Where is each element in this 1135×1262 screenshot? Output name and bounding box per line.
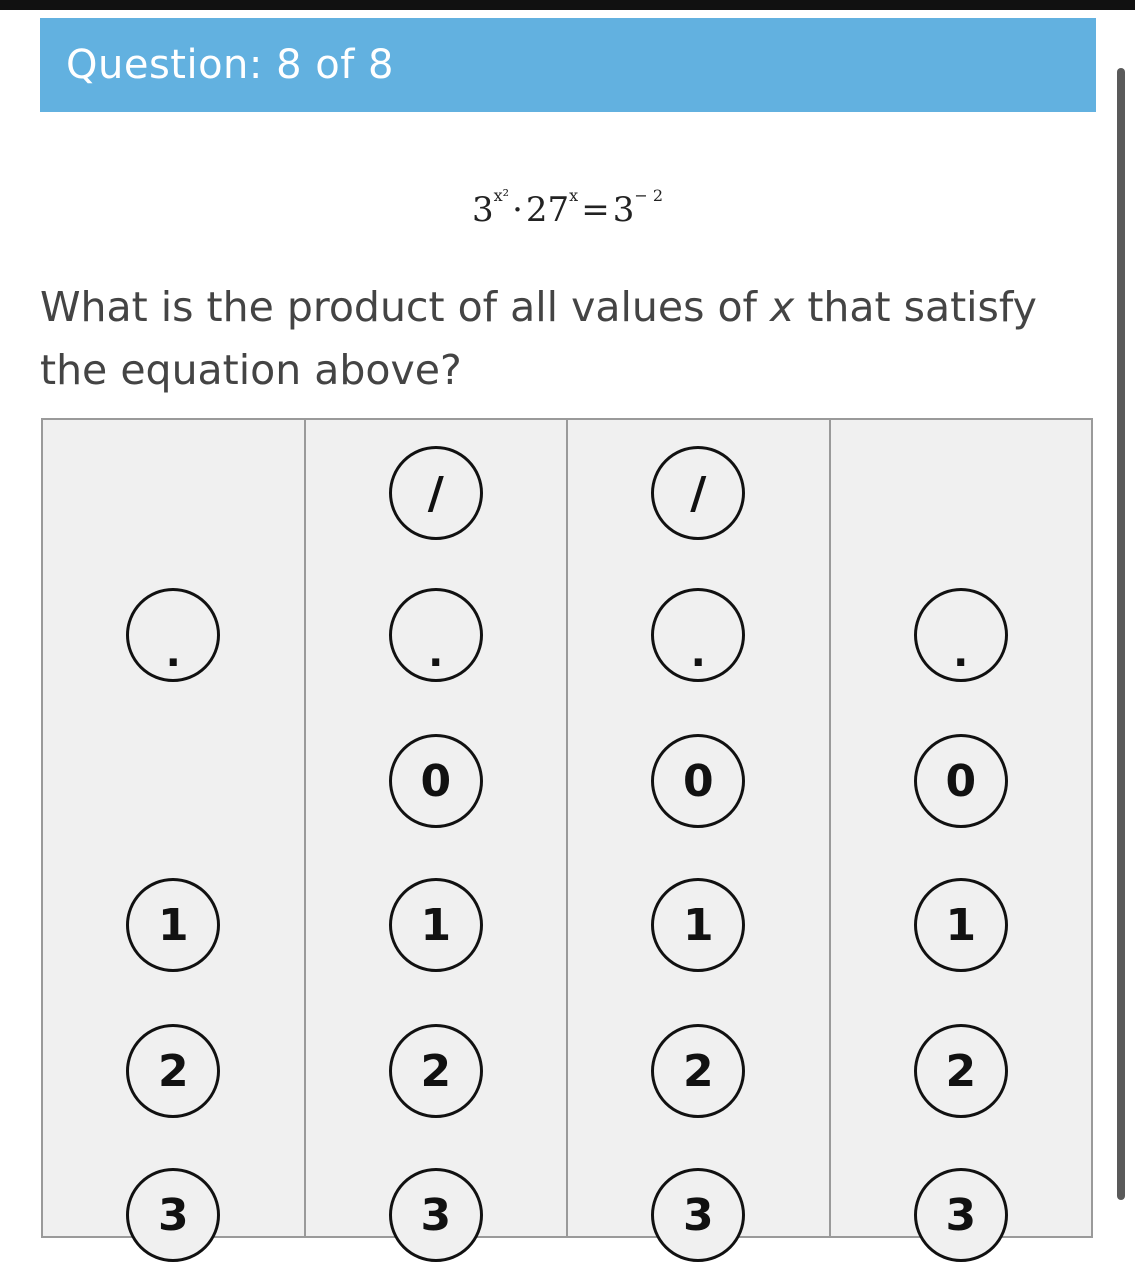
bubble-0[interactable]: 0	[651, 734, 745, 828]
bubble-decimal[interactable]: .	[126, 588, 220, 682]
bubble-3[interactable]: 3	[389, 1168, 483, 1262]
question-text-part2: that satisfy the equation above?	[40, 283, 1037, 394]
bubble-1[interactable]: 1	[126, 878, 220, 972]
bubble-2[interactable]: 2	[389, 1024, 483, 1118]
question-counter: Question: 8 of 8	[66, 42, 394, 88]
bubble-decimal[interactable]: .	[651, 588, 745, 682]
equation-base-2: 27	[525, 190, 570, 230]
equation-exponent-3: − 2	[634, 186, 663, 205]
bubble-2[interactable]: 2	[651, 1024, 745, 1118]
equation-equals: =	[581, 190, 610, 230]
bubble-3[interactable]: 3	[126, 1168, 220, 1262]
question-header	[40, 18, 1096, 112]
top-bar	[0, 0, 1135, 10]
answer-grid	[41, 418, 1093, 1241]
bubble-1[interactable]: 1	[389, 878, 483, 972]
bubble-decimal[interactable]: .	[389, 588, 483, 682]
scrollbar[interactable]	[1117, 68, 1125, 1200]
grid-column-3	[568, 420, 831, 1241]
bubble-1[interactable]: 1	[651, 878, 745, 972]
bubble-fraction-slash[interactable]: /	[651, 446, 745, 540]
bubble-3[interactable]: 3	[651, 1168, 745, 1262]
bubble-2[interactable]: 2	[126, 1024, 220, 1118]
grid-column-2	[306, 420, 569, 1241]
equation-base-1: 3	[472, 190, 494, 230]
equation-exponent-1: x²	[493, 186, 510, 205]
bubble-0[interactable]: 0	[389, 734, 483, 828]
equation-exponent-2: x	[569, 186, 579, 205]
bubble-3[interactable]: 3	[914, 1168, 1008, 1262]
equation-multiply: ·	[512, 190, 523, 230]
grid-column-4	[831, 420, 1092, 1241]
grid-column-1	[43, 420, 306, 1241]
bubble-1[interactable]: 1	[914, 878, 1008, 972]
equation-base-3: 3	[612, 190, 635, 230]
bubble-decimal[interactable]: .	[914, 588, 1008, 682]
equation	[0, 186, 1135, 230]
question-variable: x	[770, 283, 795, 331]
bubble-2[interactable]: 2	[914, 1024, 1008, 1118]
question-text	[40, 276, 1100, 402]
question-text-part1: What is the product of all values of	[40, 283, 771, 331]
bubble-fraction-slash[interactable]: /	[389, 446, 483, 540]
bubble-0[interactable]: 0	[914, 734, 1008, 828]
